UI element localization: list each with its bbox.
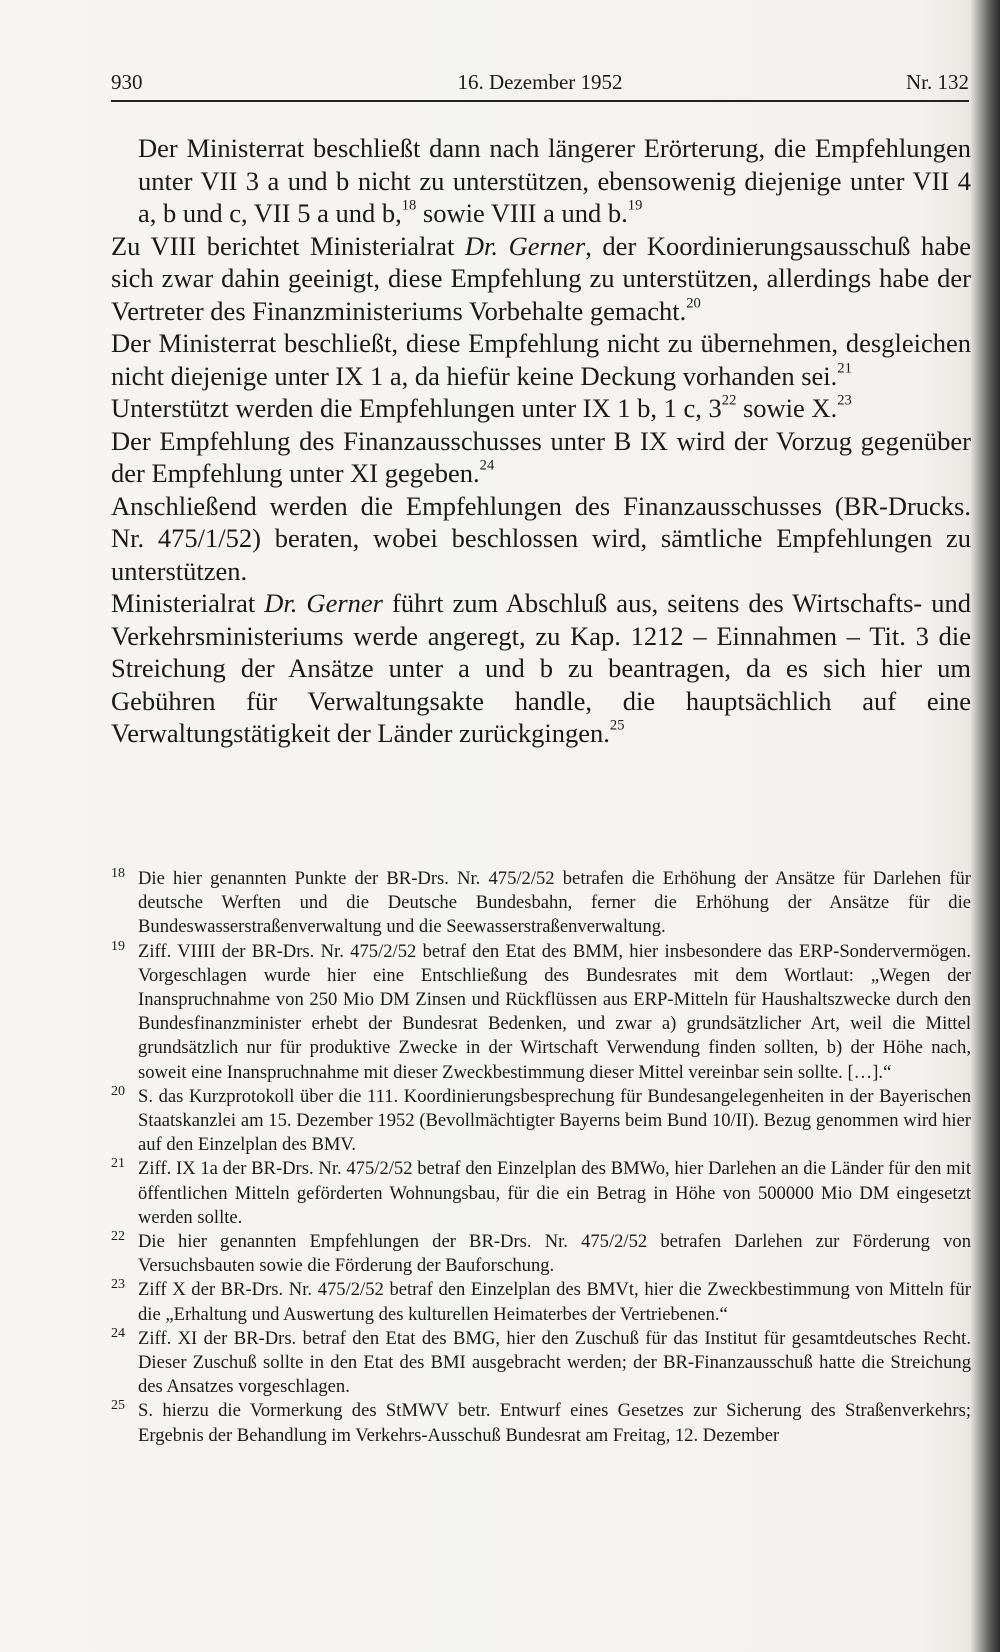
footnote-number: 24 [111, 1325, 125, 1341]
footnote-number: 25 [111, 1398, 125, 1414]
text-run: , der Koordinierungsausschuß habe sich zwar dahin geeinigt, diese Empfehlung zu unterstützen, allerdings habe der Vertreter des Finanzministeriums Vorbehalte gemacht. [111, 230, 971, 326]
footnotes [111, 867, 971, 1448]
footnote-text: S. hierzu die Vormerkung des StMWV betr. Entwurf eines Gesetzes zur Sicherung des Straßenverkehrs; Ergebnis der Behandlung im Verkehrs-Ausschuß Bundesrat am Freitag, 12. Dezember [138, 1400, 971, 1446]
body-paragraph [111, 327, 971, 392]
text-run: Ministerialrat [111, 588, 265, 618]
footnote-reference[interactable]: 18 [401, 197, 417, 214]
text-run: sowie VIII a und b. [416, 198, 628, 228]
body-paragraph [111, 230, 971, 328]
footnote-number: 23 [111, 1277, 125, 1293]
footnote-reference[interactable]: 19 [627, 197, 643, 214]
footnote-reference[interactable]: 22 [721, 392, 737, 409]
body-paragraph [138, 132, 971, 230]
footnote-text: Die hier genannten Punkte der BR-Drs. Nr. 475/2/52 betrafen die Erhöhung der Ansätze für Darlehen für deutsche Werften und die Deutsche Bundesbahn, ferner die Erhöhung der Ansätze für die Bundeswasserstraßenverwaltung und die Seewasserstraßenverwaltung. [138, 868, 971, 938]
footnote [111, 1085, 971, 1158]
running-header [111, 66, 969, 102]
text-run: Der Ministerrat beschließt dann nach längerer Erörterung, die Empfehlungen unter VII 3 a und b nicht zu unterstützen, ebensowenig diejenige unter VII 4 a, b und c, VII 5 a und b, [138, 133, 971, 228]
text-run: führt zum Abschluß aus, seitens des Wirtschafts- und Verkehrsministeriums werde angeregt, zu Kap. 1212 – Einnahmen – Tit. 3 die Streichung der Ansätze unter a und b zu beantragen, da es sich hier um Gebühren für Verwaltungsakte handle, die hauptsächlich auf eine Verwaltungstätigkeit der Länder zurückgingen. [111, 588, 971, 748]
footnote-reference[interactable]: 24 [479, 457, 495, 474]
text-run: sowie X. [736, 393, 838, 423]
text-run: Zu VIII berichtet Ministerialrat [111, 230, 465, 261]
footnote-number: 19 [111, 938, 125, 954]
issue-number: Nr. 132 [906, 70, 969, 94]
footnote-number: 22 [111, 1229, 125, 1245]
footnote-text: Ziff. VIIII der BR-Drs. Nr. 475/2/52 betraf den Etat des BMM, hier insbesondere das ERP-Sondervermögen. Vorgeschlagen wurde hier eine Entschließung des Bundesrates mit dem Wortlaut: „Wegen der Inanspruchnahme von 250 Mio DM Zinsen und Rückflüssen aus ERP-Mitteln für Haushaltszwecke durch den Bundesfinanzminister erhebt der Bundesrat Bedenken, und zwar a) grundsätzlicher Art, weil die Mittel grundsätzlich nur für produktive Zwecke in der Wirtschaft Verwendung finden sollten, b) der Höhe nach, soweit eine Inanspruchnahme mit dieser Zweckbestimmung dieser Mittel vereinbar sein sollte. […].“ [138, 940, 971, 1083]
body-paragraph [111, 587, 971, 750]
footnote-number: 21 [111, 1156, 125, 1172]
footnote [111, 940, 971, 1085]
footnote-text: Ziff. XI der BR-Drs. betraf den Etat des BMG, hier den Zuschuß für das Institut für gesamtdeutsches Recht. Dieser Zuschuß sollte in den Etat des BMI ausgebracht werden; der BR-Finanzausschuß hatte die Streichung des Ansatzes vorgeschlagen. [138, 1327, 971, 1398]
footnote [111, 1230, 971, 1278]
footnote [111, 1327, 971, 1400]
footnote [111, 1399, 971, 1447]
footnote-text: Ziff. IX 1a der BR-Drs. Nr. 475/2/52 betraf den Einzelplan des BMWo, hier Darlehen an die Länder für den mit öffentlichen Mitteln geförderten Wohnungsbau, für die ein Betrag in Höhe von 500000 Mio DM eingesetzt werden sollte. [138, 1158, 971, 1228]
page-number: 930 [111, 70, 143, 94]
footnote [111, 1157, 971, 1230]
body-paragraph [111, 425, 971, 490]
footnote-text: S. das Kurzprotokoll über die 111. Koordinierungsbesprechung für Bundesangelegenheiten in der Bayerischen Staatskanzlei am 15. Dezember 1952 (Bevollmächtigter Bayerns beim Bund 10/II). Bezug genommen wird hier auf den Einzelplan des BMV. [138, 1085, 971, 1156]
person-name: Dr. Gerner [464, 230, 586, 261]
footnote-reference[interactable]: 20 [686, 295, 701, 312]
person-name: Dr. Gerner [264, 588, 383, 618]
footnote [111, 867, 971, 940]
footnote-text: Die hier genannten Empfehlungen der BR-Drs. Nr. 475/2/52 betrafen Darlehen zur Förderung von Versuchsbauten sowie die Förderung der Bauforschung. [138, 1231, 971, 1277]
footnote-text: Ziff X der BR-Drs. Nr. 475/2/52 betraf den Einzelplan des BMVt, hier die Zweckbestimmung von Mitteln für die „Erhaltung und Auswertung des kulturellen Heimaterbes der Vertriebenen.“ [138, 1279, 971, 1325]
body-paragraph [111, 392, 971, 425]
body-paragraph [111, 490, 971, 588]
body-text [111, 132, 971, 750]
footnote-number: 20 [111, 1083, 125, 1099]
footnote-number: 18 [111, 866, 125, 881]
text-run: Anschließend werden die Empfehlungen des Finanzausschusses (BR-Drucks. Nr. 475/1/52) beraten, wobei beschlossen wird, sämtliche Empfehlungen zu unterstützen. [111, 490, 971, 586]
header-date: 16. Dezember 1952 [457, 70, 623, 94]
text-run: Der Ministerrat beschließt, diese Empfehlung nicht zu übernehmen, desgleichen nicht diejenige unter IX 1 a, da hiefür keine Deckung vorhanden sei. [111, 328, 971, 391]
footnote-reference[interactable]: 21 [837, 360, 852, 377]
footnote-reference[interactable]: 25 [609, 717, 625, 734]
text-run: Der Empfehlung des Finanzausschusses unter B IX wird der Vorzug gegenüber der Empfehlung unter XI gegeben. [111, 425, 971, 488]
text-run: Unterstützt werden die Empfehlungen unter IX 1 b, 1 c, 3 [111, 393, 722, 423]
footnote [111, 1278, 971, 1326]
footnote-reference[interactable]: 23 [837, 392, 852, 409]
